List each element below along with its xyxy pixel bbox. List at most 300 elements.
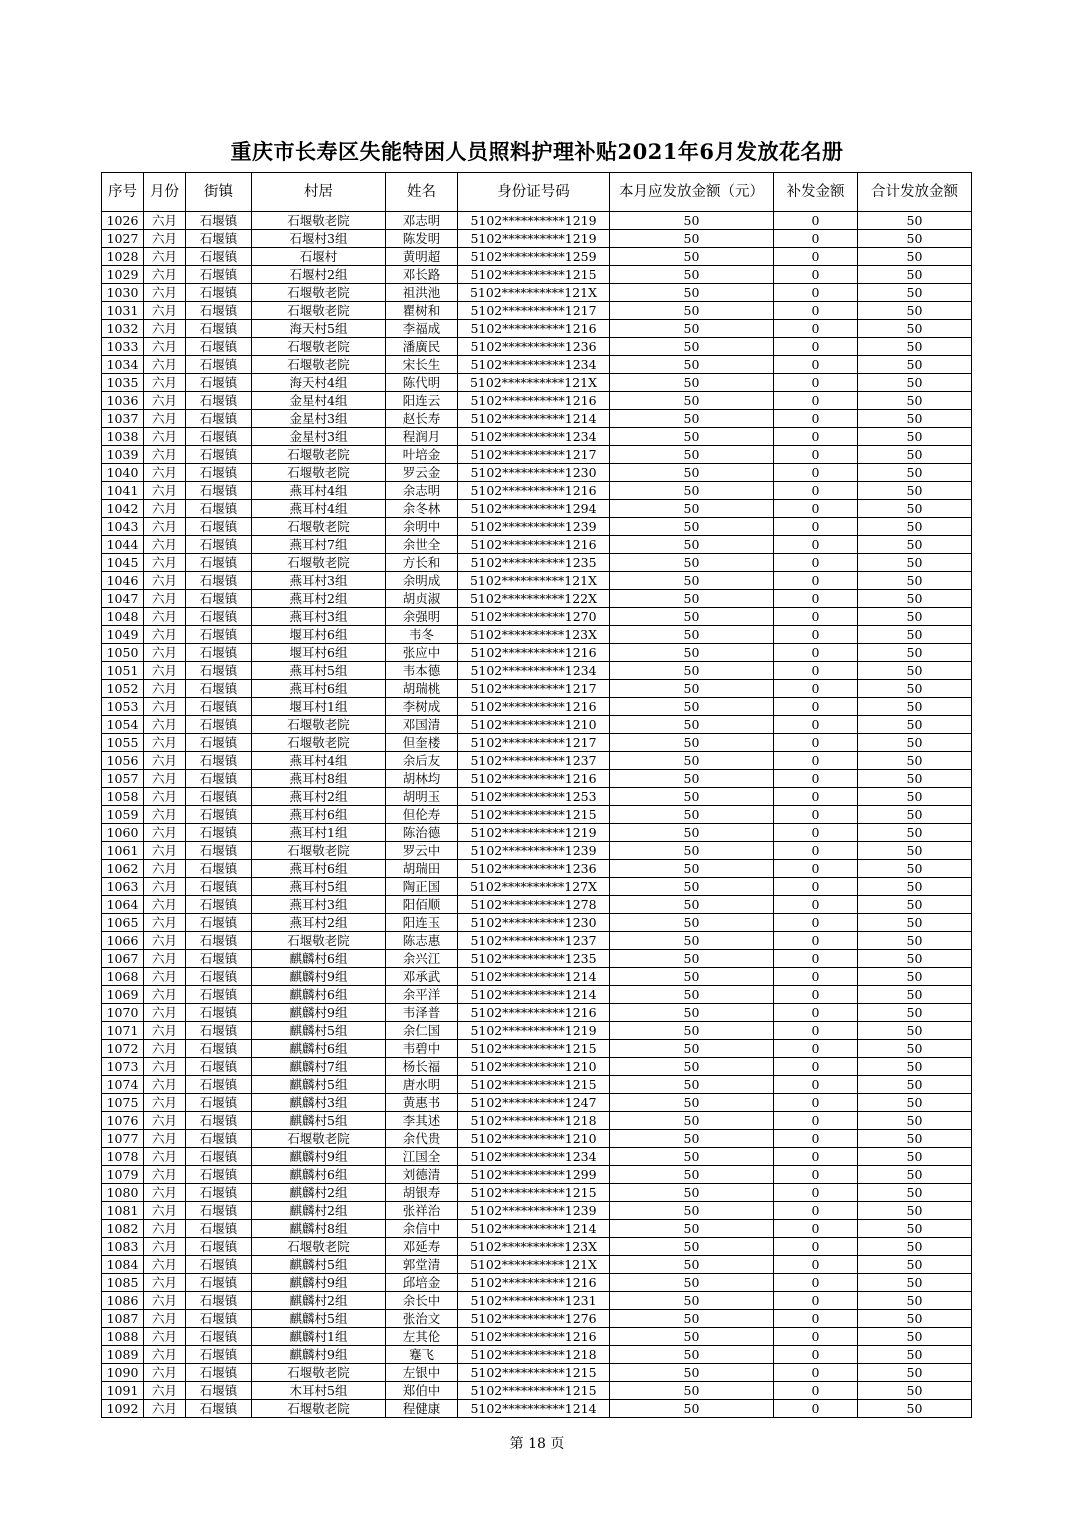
cell-total: 50 bbox=[858, 1076, 972, 1094]
cell-id-number: 5102**********1216 bbox=[458, 1004, 610, 1022]
cell-monthly-amount: 50 bbox=[610, 1112, 774, 1130]
cell-village: 燕耳村6组 bbox=[252, 860, 386, 878]
cell-back-pay: 0 bbox=[774, 266, 858, 284]
cell-id-number: 5102**********1278 bbox=[458, 896, 610, 914]
cell-month: 六月 bbox=[144, 1400, 186, 1418]
cell-town: 石堰镇 bbox=[186, 1310, 252, 1328]
cell-back-pay: 0 bbox=[774, 428, 858, 446]
cell-month: 六月 bbox=[144, 482, 186, 500]
column-header-monthly-amount: 本月应发放金额（元） bbox=[610, 173, 774, 212]
cell-month: 六月 bbox=[144, 1112, 186, 1130]
table-row bbox=[102, 374, 972, 392]
cell-seq: 1051 bbox=[102, 662, 144, 680]
cell-total: 50 bbox=[858, 1040, 972, 1058]
cell-village: 金星村3组 bbox=[252, 428, 386, 446]
cell-monthly-amount: 50 bbox=[610, 1346, 774, 1364]
cell-town: 石堰镇 bbox=[186, 374, 252, 392]
cell-id-number: 5102**********1231 bbox=[458, 1292, 610, 1310]
cell-name: 陈发明 bbox=[386, 230, 458, 248]
cell-seq: 1056 bbox=[102, 752, 144, 770]
cell-seq: 1073 bbox=[102, 1058, 144, 1076]
column-header-month: 月份 bbox=[144, 173, 186, 212]
cell-month: 六月 bbox=[144, 842, 186, 860]
cell-seq: 1068 bbox=[102, 968, 144, 986]
cell-total: 50 bbox=[858, 680, 972, 698]
cell-monthly-amount: 50 bbox=[610, 266, 774, 284]
cell-total: 50 bbox=[858, 770, 972, 788]
cell-id-number: 5102**********1216 bbox=[458, 320, 610, 338]
cell-monthly-amount: 50 bbox=[610, 932, 774, 950]
cell-monthly-amount: 50 bbox=[610, 302, 774, 320]
cell-id-number: 5102**********1215 bbox=[458, 1076, 610, 1094]
cell-month: 六月 bbox=[144, 626, 186, 644]
cell-name: 余代贵 bbox=[386, 1130, 458, 1148]
cell-town: 石堰镇 bbox=[186, 464, 252, 482]
cell-month: 六月 bbox=[144, 572, 186, 590]
cell-town: 石堰镇 bbox=[186, 968, 252, 986]
cell-seq: 1033 bbox=[102, 338, 144, 356]
cell-back-pay: 0 bbox=[774, 1238, 858, 1256]
cell-village: 麒麟村5组 bbox=[252, 1022, 386, 1040]
cell-name: 蹇飞 bbox=[386, 1346, 458, 1364]
cell-seq: 1087 bbox=[102, 1310, 144, 1328]
cell-total: 50 bbox=[858, 932, 972, 950]
cell-month: 六月 bbox=[144, 1166, 186, 1184]
cell-monthly-amount: 50 bbox=[610, 482, 774, 500]
cell-id-number: 5102**********1215 bbox=[458, 1184, 610, 1202]
cell-monthly-amount: 50 bbox=[610, 1058, 774, 1076]
cell-name: 张治文 bbox=[386, 1310, 458, 1328]
cell-id-number: 5102**********121X bbox=[458, 284, 610, 302]
cell-village: 燕耳村7组 bbox=[252, 536, 386, 554]
cell-total: 50 bbox=[858, 1274, 972, 1292]
cell-monthly-amount: 50 bbox=[610, 1310, 774, 1328]
cell-month: 六月 bbox=[144, 1328, 186, 1346]
cell-monthly-amount: 50 bbox=[610, 1328, 774, 1346]
cell-seq: 1089 bbox=[102, 1346, 144, 1364]
cell-seq: 1069 bbox=[102, 986, 144, 1004]
cell-back-pay: 0 bbox=[774, 536, 858, 554]
cell-total: 50 bbox=[858, 824, 972, 842]
cell-monthly-amount: 50 bbox=[610, 878, 774, 896]
cell-name: 宋长生 bbox=[386, 356, 458, 374]
cell-town: 石堰镇 bbox=[186, 1148, 252, 1166]
cell-total: 50 bbox=[858, 266, 972, 284]
cell-monthly-amount: 50 bbox=[610, 1292, 774, 1310]
cell-village: 麒麟村9组 bbox=[252, 968, 386, 986]
cell-village: 燕耳村6组 bbox=[252, 680, 386, 698]
cell-month: 六月 bbox=[144, 680, 186, 698]
cell-back-pay: 0 bbox=[774, 1292, 858, 1310]
cell-seq: 1055 bbox=[102, 734, 144, 752]
cell-monthly-amount: 50 bbox=[610, 320, 774, 338]
cell-village: 麒麟村2组 bbox=[252, 1202, 386, 1220]
table-row bbox=[102, 212, 972, 230]
cell-seq: 1031 bbox=[102, 302, 144, 320]
cell-seq: 1035 bbox=[102, 374, 144, 392]
cell-month: 六月 bbox=[144, 536, 186, 554]
table-row bbox=[102, 446, 972, 464]
cell-monthly-amount: 50 bbox=[610, 968, 774, 986]
table-row bbox=[102, 1292, 972, 1310]
cell-town: 石堰镇 bbox=[186, 428, 252, 446]
cell-monthly-amount: 50 bbox=[610, 1238, 774, 1256]
cell-town: 石堰镇 bbox=[186, 1058, 252, 1076]
cell-name: 韦泽普 bbox=[386, 1004, 458, 1022]
cell-total: 50 bbox=[858, 518, 972, 536]
cell-village: 石堰敬老院 bbox=[252, 446, 386, 464]
cell-monthly-amount: 50 bbox=[610, 1130, 774, 1148]
cell-month: 六月 bbox=[144, 248, 186, 266]
cell-seq: 1060 bbox=[102, 824, 144, 842]
table-row bbox=[102, 482, 972, 500]
cell-back-pay: 0 bbox=[774, 1112, 858, 1130]
cell-village: 燕耳村3组 bbox=[252, 608, 386, 626]
cell-id-number: 5102**********1216 bbox=[458, 536, 610, 554]
cell-town: 石堰镇 bbox=[186, 1094, 252, 1112]
cell-back-pay: 0 bbox=[774, 1310, 858, 1328]
cell-village: 麒麟村6组 bbox=[252, 1166, 386, 1184]
cell-id-number: 5102**********1234 bbox=[458, 1148, 610, 1166]
cell-seq: 1041 bbox=[102, 482, 144, 500]
cell-name: 邓志明 bbox=[386, 212, 458, 230]
cell-name: 程健康 bbox=[386, 1400, 458, 1418]
cell-name: 余冬林 bbox=[386, 500, 458, 518]
cell-total: 50 bbox=[858, 320, 972, 338]
cell-village: 石堰敬老院 bbox=[252, 338, 386, 356]
table-header-row bbox=[102, 173, 972, 212]
cell-town: 石堰镇 bbox=[186, 896, 252, 914]
cell-seq: 1074 bbox=[102, 1076, 144, 1094]
cell-back-pay: 0 bbox=[774, 302, 858, 320]
cell-total: 50 bbox=[858, 1346, 972, 1364]
cell-village: 堰耳村6组 bbox=[252, 644, 386, 662]
cell-total: 50 bbox=[858, 1202, 972, 1220]
table-row bbox=[102, 626, 972, 644]
cell-name: 韦本德 bbox=[386, 662, 458, 680]
cell-name: 左其伦 bbox=[386, 1328, 458, 1346]
cell-monthly-amount: 50 bbox=[610, 752, 774, 770]
cell-seq: 1071 bbox=[102, 1022, 144, 1040]
cell-seq: 1027 bbox=[102, 230, 144, 248]
cell-back-pay: 0 bbox=[774, 1382, 858, 1400]
cell-village: 堰耳村6组 bbox=[252, 626, 386, 644]
cell-back-pay: 0 bbox=[774, 518, 858, 536]
cell-village: 燕耳村4组 bbox=[252, 752, 386, 770]
cell-back-pay: 0 bbox=[774, 1346, 858, 1364]
cell-month: 六月 bbox=[144, 878, 186, 896]
cell-seq: 1070 bbox=[102, 1004, 144, 1022]
table-row bbox=[102, 788, 972, 806]
cell-month: 六月 bbox=[144, 770, 186, 788]
cell-name: 邓国清 bbox=[386, 716, 458, 734]
cell-total: 50 bbox=[858, 752, 972, 770]
cell-name: 杨长福 bbox=[386, 1058, 458, 1076]
cell-seq: 1029 bbox=[102, 266, 144, 284]
cell-back-pay: 0 bbox=[774, 1058, 858, 1076]
cell-month: 六月 bbox=[144, 806, 186, 824]
cell-back-pay: 0 bbox=[774, 1076, 858, 1094]
table-row bbox=[102, 842, 972, 860]
cell-village: 木耳村5组 bbox=[252, 1382, 386, 1400]
cell-back-pay: 0 bbox=[774, 1328, 858, 1346]
cell-id-number: 5102**********1216 bbox=[458, 392, 610, 410]
cell-back-pay: 0 bbox=[774, 356, 858, 374]
cell-town: 石堰镇 bbox=[186, 392, 252, 410]
table-row bbox=[102, 1022, 972, 1040]
cell-back-pay: 0 bbox=[774, 680, 858, 698]
table-row bbox=[102, 356, 972, 374]
cell-village: 石堰敬老院 bbox=[252, 518, 386, 536]
cell-name: 罗云金 bbox=[386, 464, 458, 482]
cell-total: 50 bbox=[858, 1364, 972, 1382]
cell-seq: 1039 bbox=[102, 446, 144, 464]
cell-town: 石堰镇 bbox=[186, 680, 252, 698]
cell-month: 六月 bbox=[144, 914, 186, 932]
cell-name: 邓延寿 bbox=[386, 1238, 458, 1256]
cell-monthly-amount: 50 bbox=[610, 410, 774, 428]
cell-back-pay: 0 bbox=[774, 446, 858, 464]
table-row bbox=[102, 338, 972, 356]
cell-name: 李其述 bbox=[386, 1112, 458, 1130]
cell-back-pay: 0 bbox=[774, 1184, 858, 1202]
cell-total: 50 bbox=[858, 1292, 972, 1310]
cell-town: 石堰镇 bbox=[186, 446, 252, 464]
cell-monthly-amount: 50 bbox=[610, 788, 774, 806]
cell-town: 石堰镇 bbox=[186, 356, 252, 374]
cell-town: 石堰镇 bbox=[186, 734, 252, 752]
cell-village: 石堰村 bbox=[252, 248, 386, 266]
cell-monthly-amount: 50 bbox=[610, 950, 774, 968]
cell-name: 胡明玉 bbox=[386, 788, 458, 806]
cell-village: 麒麟村9组 bbox=[252, 1274, 386, 1292]
cell-id-number: 5102**********1214 bbox=[458, 1400, 610, 1418]
cell-total: 50 bbox=[858, 554, 972, 572]
cell-back-pay: 0 bbox=[774, 1220, 858, 1238]
table-row bbox=[102, 590, 972, 608]
cell-id-number: 5102**********1210 bbox=[458, 716, 610, 734]
cell-monthly-amount: 50 bbox=[610, 1256, 774, 1274]
cell-month: 六月 bbox=[144, 662, 186, 680]
table-row bbox=[102, 1076, 972, 1094]
cell-monthly-amount: 50 bbox=[610, 374, 774, 392]
cell-total: 50 bbox=[858, 1238, 972, 1256]
cell-total: 50 bbox=[858, 428, 972, 446]
table-row bbox=[102, 680, 972, 698]
cell-town: 石堰镇 bbox=[186, 590, 252, 608]
table-row bbox=[102, 428, 972, 446]
cell-name: 邓长路 bbox=[386, 266, 458, 284]
cell-month: 六月 bbox=[144, 320, 186, 338]
cell-id-number: 5102**********1214 bbox=[458, 968, 610, 986]
table-row bbox=[102, 1112, 972, 1130]
cell-back-pay: 0 bbox=[774, 554, 858, 572]
cell-name: 李树成 bbox=[386, 698, 458, 716]
cell-total: 50 bbox=[858, 788, 972, 806]
cell-name: 余强明 bbox=[386, 608, 458, 626]
cell-village: 燕耳村5组 bbox=[252, 878, 386, 896]
cell-id-number: 5102**********1216 bbox=[458, 644, 610, 662]
cell-village: 石堰村2组 bbox=[252, 266, 386, 284]
cell-town: 石堰镇 bbox=[186, 878, 252, 896]
table-row bbox=[102, 410, 972, 428]
cell-id-number: 5102**********1216 bbox=[458, 698, 610, 716]
cell-id-number: 5102**********1210 bbox=[458, 1058, 610, 1076]
cell-back-pay: 0 bbox=[774, 716, 858, 734]
cell-town: 石堰镇 bbox=[186, 1274, 252, 1292]
table-row bbox=[102, 968, 972, 986]
cell-seq: 1080 bbox=[102, 1184, 144, 1202]
cell-name: 阳连云 bbox=[386, 392, 458, 410]
cell-village: 石堰敬老院 bbox=[252, 716, 386, 734]
cell-id-number: 5102**********123X bbox=[458, 626, 610, 644]
cell-id-number: 5102**********1239 bbox=[458, 1202, 610, 1220]
cell-town: 石堰镇 bbox=[186, 842, 252, 860]
cell-name: 唐水明 bbox=[386, 1076, 458, 1094]
cell-back-pay: 0 bbox=[774, 590, 858, 608]
cell-id-number: 5102**********1247 bbox=[458, 1094, 610, 1112]
cell-seq: 1063 bbox=[102, 878, 144, 896]
cell-total: 50 bbox=[858, 914, 972, 932]
cell-monthly-amount: 50 bbox=[610, 590, 774, 608]
column-header-town: 街镇 bbox=[186, 173, 252, 212]
cell-total: 50 bbox=[858, 1022, 972, 1040]
cell-name: 瞿树和 bbox=[386, 302, 458, 320]
cell-back-pay: 0 bbox=[774, 806, 858, 824]
cell-seq: 1066 bbox=[102, 932, 144, 950]
cell-month: 六月 bbox=[144, 1130, 186, 1148]
cell-village: 麒麟村5组 bbox=[252, 1112, 386, 1130]
cell-name: 邓承武 bbox=[386, 968, 458, 986]
cell-village: 石堰敬老院 bbox=[252, 464, 386, 482]
cell-total: 50 bbox=[858, 860, 972, 878]
cell-seq: 1032 bbox=[102, 320, 144, 338]
cell-town: 石堰镇 bbox=[186, 572, 252, 590]
cell-name: 胡贞淑 bbox=[386, 590, 458, 608]
cell-monthly-amount: 50 bbox=[610, 608, 774, 626]
cell-seq: 1036 bbox=[102, 392, 144, 410]
cell-seq: 1028 bbox=[102, 248, 144, 266]
cell-month: 六月 bbox=[144, 1058, 186, 1076]
cell-name: 胡林均 bbox=[386, 770, 458, 788]
cell-town: 石堰镇 bbox=[186, 1202, 252, 1220]
cell-village: 麒麟村5组 bbox=[252, 1076, 386, 1094]
cell-monthly-amount: 50 bbox=[610, 1166, 774, 1184]
cell-village: 石堰敬老院 bbox=[252, 302, 386, 320]
cell-name: 陈治德 bbox=[386, 824, 458, 842]
cell-seq: 1088 bbox=[102, 1328, 144, 1346]
cell-town: 石堰镇 bbox=[186, 644, 252, 662]
cell-total: 50 bbox=[858, 1130, 972, 1148]
cell-seq: 1057 bbox=[102, 770, 144, 788]
table-row bbox=[102, 1148, 972, 1166]
cell-month: 六月 bbox=[144, 1256, 186, 1274]
cell-month: 六月 bbox=[144, 554, 186, 572]
cell-back-pay: 0 bbox=[774, 968, 858, 986]
cell-town: 石堰镇 bbox=[186, 1076, 252, 1094]
cell-village: 麒麟村5组 bbox=[252, 1256, 386, 1274]
cell-id-number: 5102**********1259 bbox=[458, 248, 610, 266]
cell-name: 张祥治 bbox=[386, 1202, 458, 1220]
cell-id-number: 5102**********1215 bbox=[458, 1382, 610, 1400]
cell-monthly-amount: 50 bbox=[610, 842, 774, 860]
cell-village: 麒麟村9组 bbox=[252, 1148, 386, 1166]
cell-month: 六月 bbox=[144, 1148, 186, 1166]
cell-total: 50 bbox=[858, 500, 972, 518]
cell-total: 50 bbox=[858, 878, 972, 896]
cell-town: 石堰镇 bbox=[186, 1292, 252, 1310]
cell-village: 燕耳村3组 bbox=[252, 896, 386, 914]
cell-village: 燕耳村2组 bbox=[252, 914, 386, 932]
cell-village: 燕耳村2组 bbox=[252, 590, 386, 608]
cell-seq: 1026 bbox=[102, 212, 144, 230]
cell-name: 左银中 bbox=[386, 1364, 458, 1382]
cell-name: 阳佰顺 bbox=[386, 896, 458, 914]
cell-seq: 1076 bbox=[102, 1112, 144, 1130]
cell-month: 六月 bbox=[144, 968, 186, 986]
cell-name: 余志明 bbox=[386, 482, 458, 500]
cell-monthly-amount: 50 bbox=[610, 212, 774, 230]
cell-village: 麒麟村2组 bbox=[252, 1292, 386, 1310]
cell-id-number: 5102**********1237 bbox=[458, 932, 610, 950]
cell-total: 50 bbox=[858, 842, 972, 860]
cell-seq: 1086 bbox=[102, 1292, 144, 1310]
cell-village: 麒麟村8组 bbox=[252, 1220, 386, 1238]
cell-back-pay: 0 bbox=[774, 1130, 858, 1148]
table-row bbox=[102, 518, 972, 536]
cell-seq: 1062 bbox=[102, 860, 144, 878]
cell-month: 六月 bbox=[144, 338, 186, 356]
cell-town: 石堰镇 bbox=[186, 212, 252, 230]
cell-village: 石堰敬老院 bbox=[252, 932, 386, 950]
cell-id-number: 5102**********1214 bbox=[458, 410, 610, 428]
cell-total: 50 bbox=[858, 1382, 972, 1400]
cell-id-number: 5102**********1216 bbox=[458, 770, 610, 788]
cell-name: 赵长寿 bbox=[386, 410, 458, 428]
cell-total: 50 bbox=[858, 1310, 972, 1328]
cell-back-pay: 0 bbox=[774, 338, 858, 356]
cell-back-pay: 0 bbox=[774, 626, 858, 644]
cell-back-pay: 0 bbox=[774, 896, 858, 914]
table-row bbox=[102, 698, 972, 716]
cell-seq: 1075 bbox=[102, 1094, 144, 1112]
cell-month: 六月 bbox=[144, 734, 186, 752]
cell-town: 石堰镇 bbox=[186, 302, 252, 320]
cell-total: 50 bbox=[858, 302, 972, 320]
cell-village: 金星村4组 bbox=[252, 392, 386, 410]
cell-seq: 1059 bbox=[102, 806, 144, 824]
cell-month: 六月 bbox=[144, 410, 186, 428]
table-row bbox=[102, 554, 972, 572]
cell-name: 但奎楼 bbox=[386, 734, 458, 752]
table-row bbox=[102, 248, 972, 266]
cell-village: 麒麟村9组 bbox=[252, 1004, 386, 1022]
cell-village: 海天村5组 bbox=[252, 320, 386, 338]
table-row bbox=[102, 1238, 972, 1256]
cell-name: 余后友 bbox=[386, 752, 458, 770]
cell-back-pay: 0 bbox=[774, 500, 858, 518]
table-row bbox=[102, 1094, 972, 1112]
cell-id-number: 5102**********1219 bbox=[458, 824, 610, 842]
cell-village: 麒麟村1组 bbox=[252, 1328, 386, 1346]
cell-village: 石堰敬老院 bbox=[252, 356, 386, 374]
cell-total: 50 bbox=[858, 662, 972, 680]
table-row bbox=[102, 1346, 972, 1364]
cell-town: 石堰镇 bbox=[186, 554, 252, 572]
cell-village: 石堰敬老院 bbox=[252, 734, 386, 752]
cell-monthly-amount: 50 bbox=[610, 644, 774, 662]
cell-back-pay: 0 bbox=[774, 212, 858, 230]
